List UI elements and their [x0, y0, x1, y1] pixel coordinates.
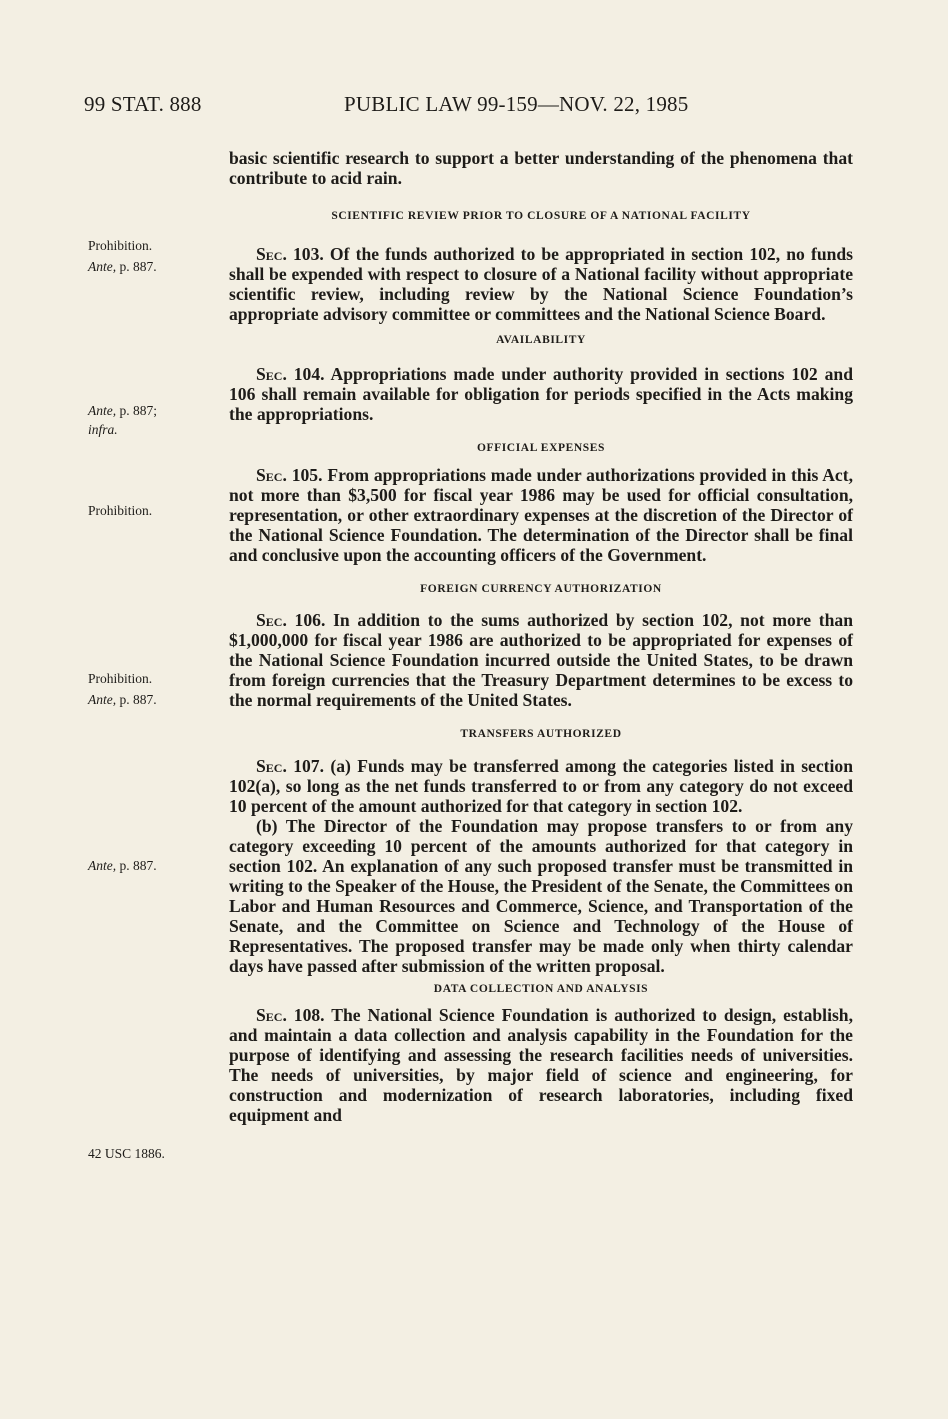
- section-105: [229, 465, 853, 565]
- section-103: [229, 244, 853, 324]
- section-text: The National Science Foundation is authorized to design, establish, and maintain a data collection and analysis capability in the Foundation for the purpose of identifying and assessing the research facilities needs of universities. The needs of universities, by major field of science and engineering, for construction and modernization of research laboratories, including fixed equipment and: [229, 1005, 853, 1125]
- section-heading: TRANSFERS AUTHORIZED: [460, 728, 622, 740]
- law-title: PUBLIC LAW 99-159—NOV. 22, 1985: [344, 92, 689, 116]
- section-label: Sec. 107.: [256, 756, 325, 776]
- section-heading: OFFICIAL EXPENSES: [476, 442, 606, 454]
- section-label: Sec. 103.: [256, 244, 324, 264]
- section-107b: (b) The Director of the Foundation may propose transfers to or from any category exceeding 10 percent of the amounts authorized for that category in section 102. An explanation of any such proposed transfer must be transmitted in writing to the Speaker of the House, the President of the Senate, the Committees on Labor and Human Resources and Commerce, Science, and Transportation of the Senate, and the Committee on Science and Technology of the House of Representatives. The proposed transfer may be made only when thirty calendar days have passed after submission of the written proposal.: [229, 816, 853, 976]
- section-104: [229, 364, 853, 424]
- section-heading: AVAILABILITY: [496, 334, 586, 346]
- section-label: Sec. 106.: [256, 610, 326, 630]
- section-text: In addition to the sums authorized by section 102, not more than $1,000,000 for fiscal year 1986 are authorized to be appropriated for expenses of the National Science Foundation incurred outside the United States, to be drawn from foreign currencies that the Treasury Department determines to be excess to the normal requirements of the United States.: [229, 610, 854, 710]
- section-label: Sec. 104.: [256, 364, 325, 384]
- body-text: [229, 148, 853, 1125]
- margin-note-prohibition: Prohibition.: [88, 503, 153, 518]
- margin-note-ante-reference: Ante, p. 887;: [88, 403, 158, 418]
- stat-page-number: 99 STAT. 888: [84, 92, 202, 116]
- intro-paragraph: basic scientific research to support a better understanding of the phenomena that contribute to acid rain.: [229, 148, 853, 188]
- section-text: From appropriations made under authorizations provided in this Act, not more than $3,500 for fiscal year 1986 may be used for official consultation, representation, or other extraordinary expenses at the discretion of the Director of the National Science Foundation. The determination of the Director shall be final and conclusive upon the accounting officers of the Government.: [229, 465, 853, 565]
- section-text: Of the funds authorized to be appropriated in section 102, no funds shall be expended with respect to closure of a National facility without appropriate scientific review, including review by the National Science Foundation’s appropriate advisory committee or committees and the National Science Board.: [229, 244, 854, 324]
- margin-note-ante-reference: Ante, p. 887.: [88, 858, 157, 873]
- margin-note-prohibition: Prohibition.: [88, 238, 153, 253]
- section-heading: SCIENTIFIC REVIEW PRIOR TO CLOSURE OF A NATIONAL FACILITY: [331, 210, 751, 222]
- section-text: Appropriations made under authority provided in sections 102 and 106 shall remain available for obligation for periods specified in the Acts making the appropriations.: [229, 364, 853, 424]
- section-106: [229, 610, 853, 710]
- section-heading: DATA COLLECTION AND ANALYSIS: [433, 983, 649, 995]
- section-108: [229, 1005, 853, 1125]
- margin-note-infra: infra.: [88, 422, 118, 437]
- margin-note-prohibition: Prohibition.: [88, 671, 153, 686]
- section-heading: FOREIGN CURRENCY AUTHORIZATION: [420, 583, 662, 595]
- section-107a: [229, 756, 853, 816]
- margin-note-ante-reference: Ante, p. 887.: [88, 259, 157, 274]
- margin-note-usc-citation: 42 USC 1886.: [88, 1146, 165, 1161]
- section-text: (a) Funds may be transferred among the categories listed in section 102(a), so long as the net funds transferred to or from any category do not exceed 10 percent of the amount authorized for that category in section 102.: [229, 756, 854, 816]
- section-label: Sec. 105.: [256, 465, 323, 485]
- section-label: Sec. 108.: [256, 1005, 325, 1025]
- margin-note-ante-reference: Ante, p. 887.: [88, 692, 157, 707]
